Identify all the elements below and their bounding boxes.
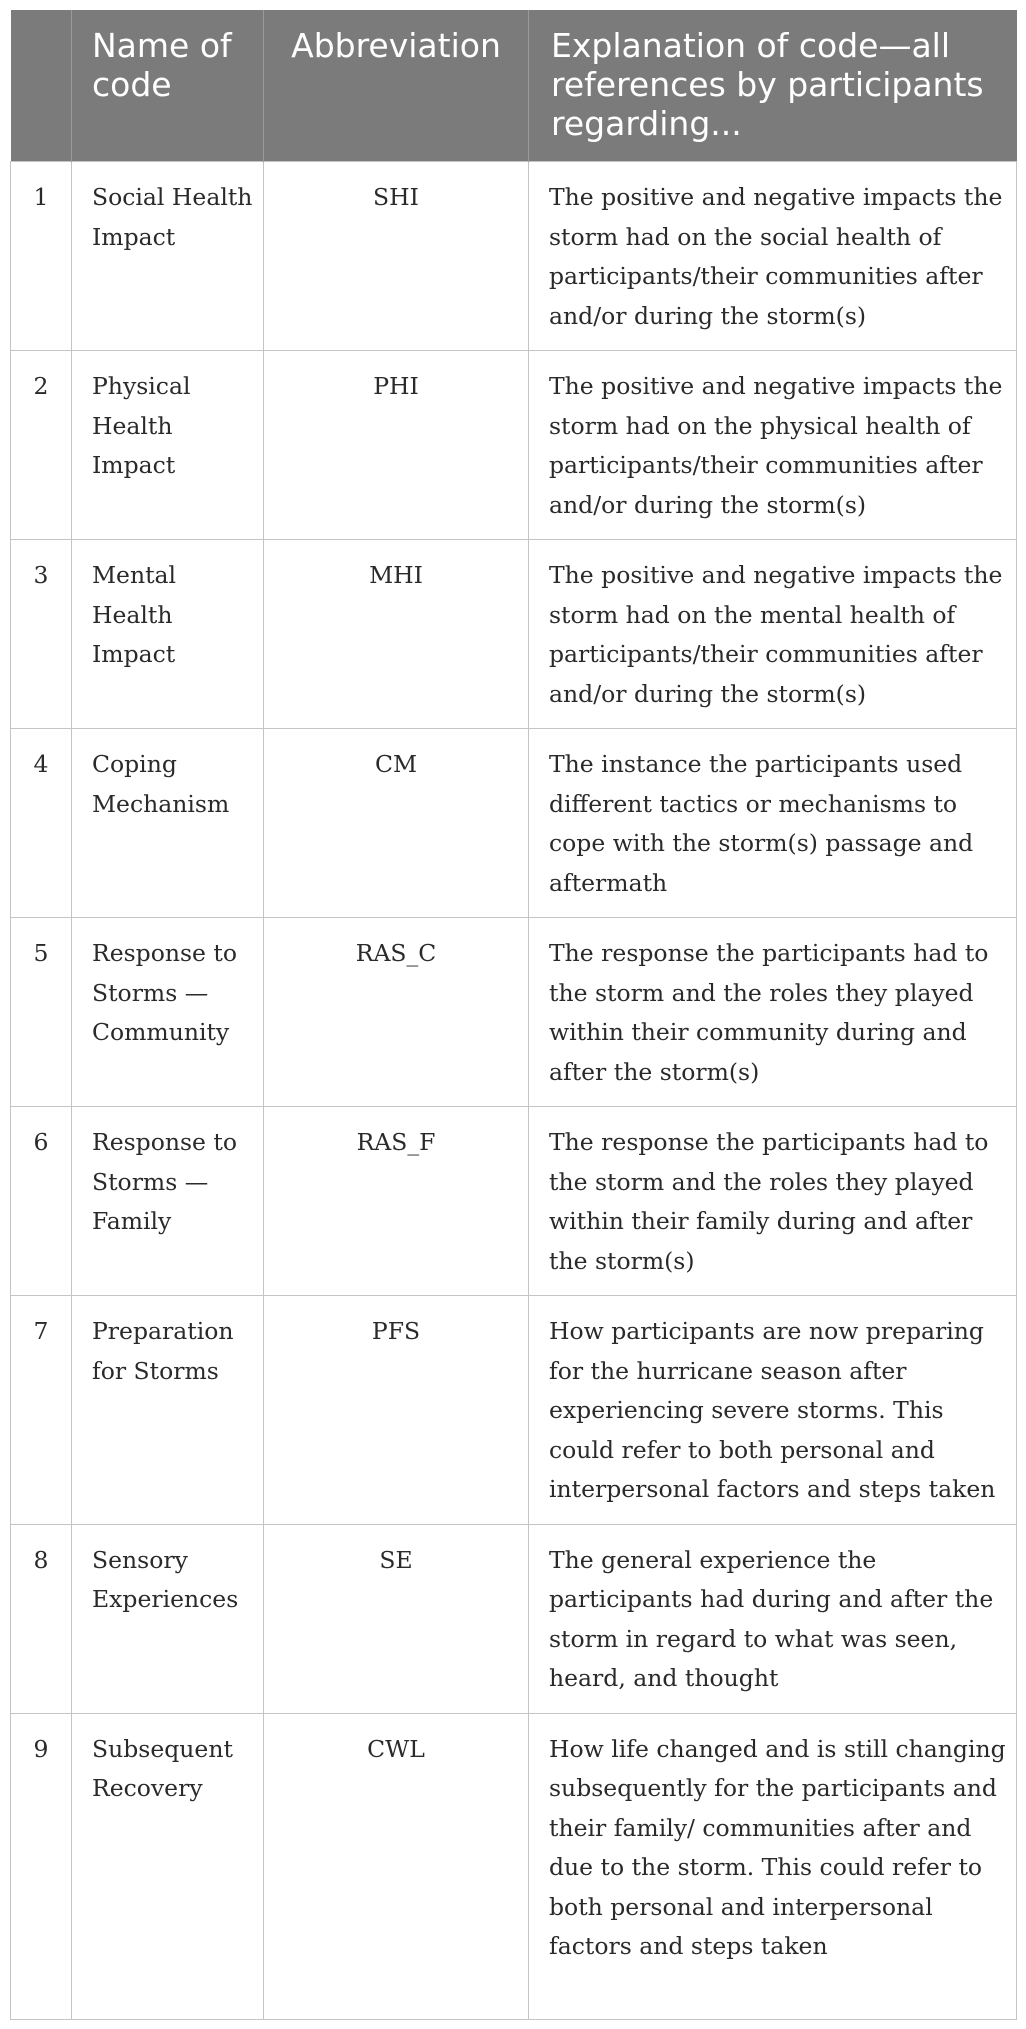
cell-explanation: How participants are now preparing for the hurricane season after experiencing severe storms. This could refer to both personal and interpersonal factors and steps taken — [529, 1296, 1017, 1525]
header-explanation: Explanation of code—all references by participants regarding... — [529, 10, 1017, 162]
cell-abbreviation: CM — [264, 729, 529, 918]
cell-name: Sensory Experiences — [72, 1524, 264, 1713]
cell-name: Social Health Impact — [72, 162, 264, 351]
header-row — [11, 10, 1017, 162]
cell-number: 4 — [11, 729, 72, 918]
table-header — [11, 10, 1017, 162]
cell-abbreviation: CWL — [264, 1713, 529, 2019]
cell-explanation: How life changed and is still changing subsequently for the participants and their family/ communities after and due to the storm. This could refer to both personal and interpersonal factors and steps taken — [529, 1713, 1017, 2019]
cell-explanation: The general experience the participants had during and after the storm in regard to what was seen, heard, and thought — [529, 1524, 1017, 1713]
table-row — [11, 1713, 1017, 2019]
table-row — [11, 351, 1017, 540]
cell-number: 7 — [11, 1296, 72, 1525]
cell-number: 8 — [11, 1524, 72, 1713]
table-row — [11, 918, 1017, 1107]
cell-abbreviation: SE — [264, 1524, 529, 1713]
cell-explanation: The response the participants had to the storm and the roles they played within their family during and after the storm(s) — [529, 1107, 1017, 1296]
table-row — [11, 729, 1017, 918]
cell-explanation: The positive and negative impacts the storm had on the physical health of participants/their communities after and/or during the storm(s) — [529, 351, 1017, 540]
cell-abbreviation: SHI — [264, 162, 529, 351]
cell-name: Physical Health Impact — [72, 351, 264, 540]
table-row — [11, 1107, 1017, 1296]
table-body — [11, 162, 1017, 2020]
table-row — [11, 1524, 1017, 1713]
codebook-table-container — [10, 10, 1016, 2020]
cell-abbreviation: RAS_F — [264, 1107, 529, 1296]
header-name-of-code: Name of code — [72, 10, 264, 162]
cell-name: Coping Mechanism — [72, 729, 264, 918]
cell-number: 3 — [11, 540, 72, 729]
cell-abbreviation: PFS — [264, 1296, 529, 1525]
cell-number: 1 — [11, 162, 72, 351]
cell-number: 6 — [11, 1107, 72, 1296]
table-row — [11, 540, 1017, 729]
cell-name: Response to Storms —Community — [72, 918, 264, 1107]
cell-explanation: The instance the participants used different tactics or mechanisms to cope with the storm(s) passage and aftermath — [529, 729, 1017, 918]
cell-name: Mental Health Impact — [72, 540, 264, 729]
table-row — [11, 162, 1017, 351]
header-number — [11, 10, 72, 162]
cell-name: Response to Storms —Family — [72, 1107, 264, 1296]
cell-abbreviation: RAS_C — [264, 918, 529, 1107]
cell-abbreviation: PHI — [264, 351, 529, 540]
cell-number: 9 — [11, 1713, 72, 2019]
cell-explanation: The positive and negative impacts the storm had on the social health of participants/their communities after and/or during the storm(s) — [529, 162, 1017, 351]
cell-explanation: The response the participants had to the storm and the roles they played within their community during and after the storm(s) — [529, 918, 1017, 1107]
cell-abbreviation: MHI — [264, 540, 529, 729]
cell-name: Subsequent Recovery — [72, 1713, 264, 2019]
cell-explanation: The positive and negative impacts the storm had on the mental health of participants/their communities after and/or during the storm(s) — [529, 540, 1017, 729]
cell-number: 2 — [11, 351, 72, 540]
table-row — [11, 1296, 1017, 1525]
cell-number: 5 — [11, 918, 72, 1107]
codebook-table — [10, 10, 1017, 2020]
cell-name: Preparation for Storms — [72, 1296, 264, 1525]
header-abbreviation: Abbreviation — [264, 10, 529, 162]
